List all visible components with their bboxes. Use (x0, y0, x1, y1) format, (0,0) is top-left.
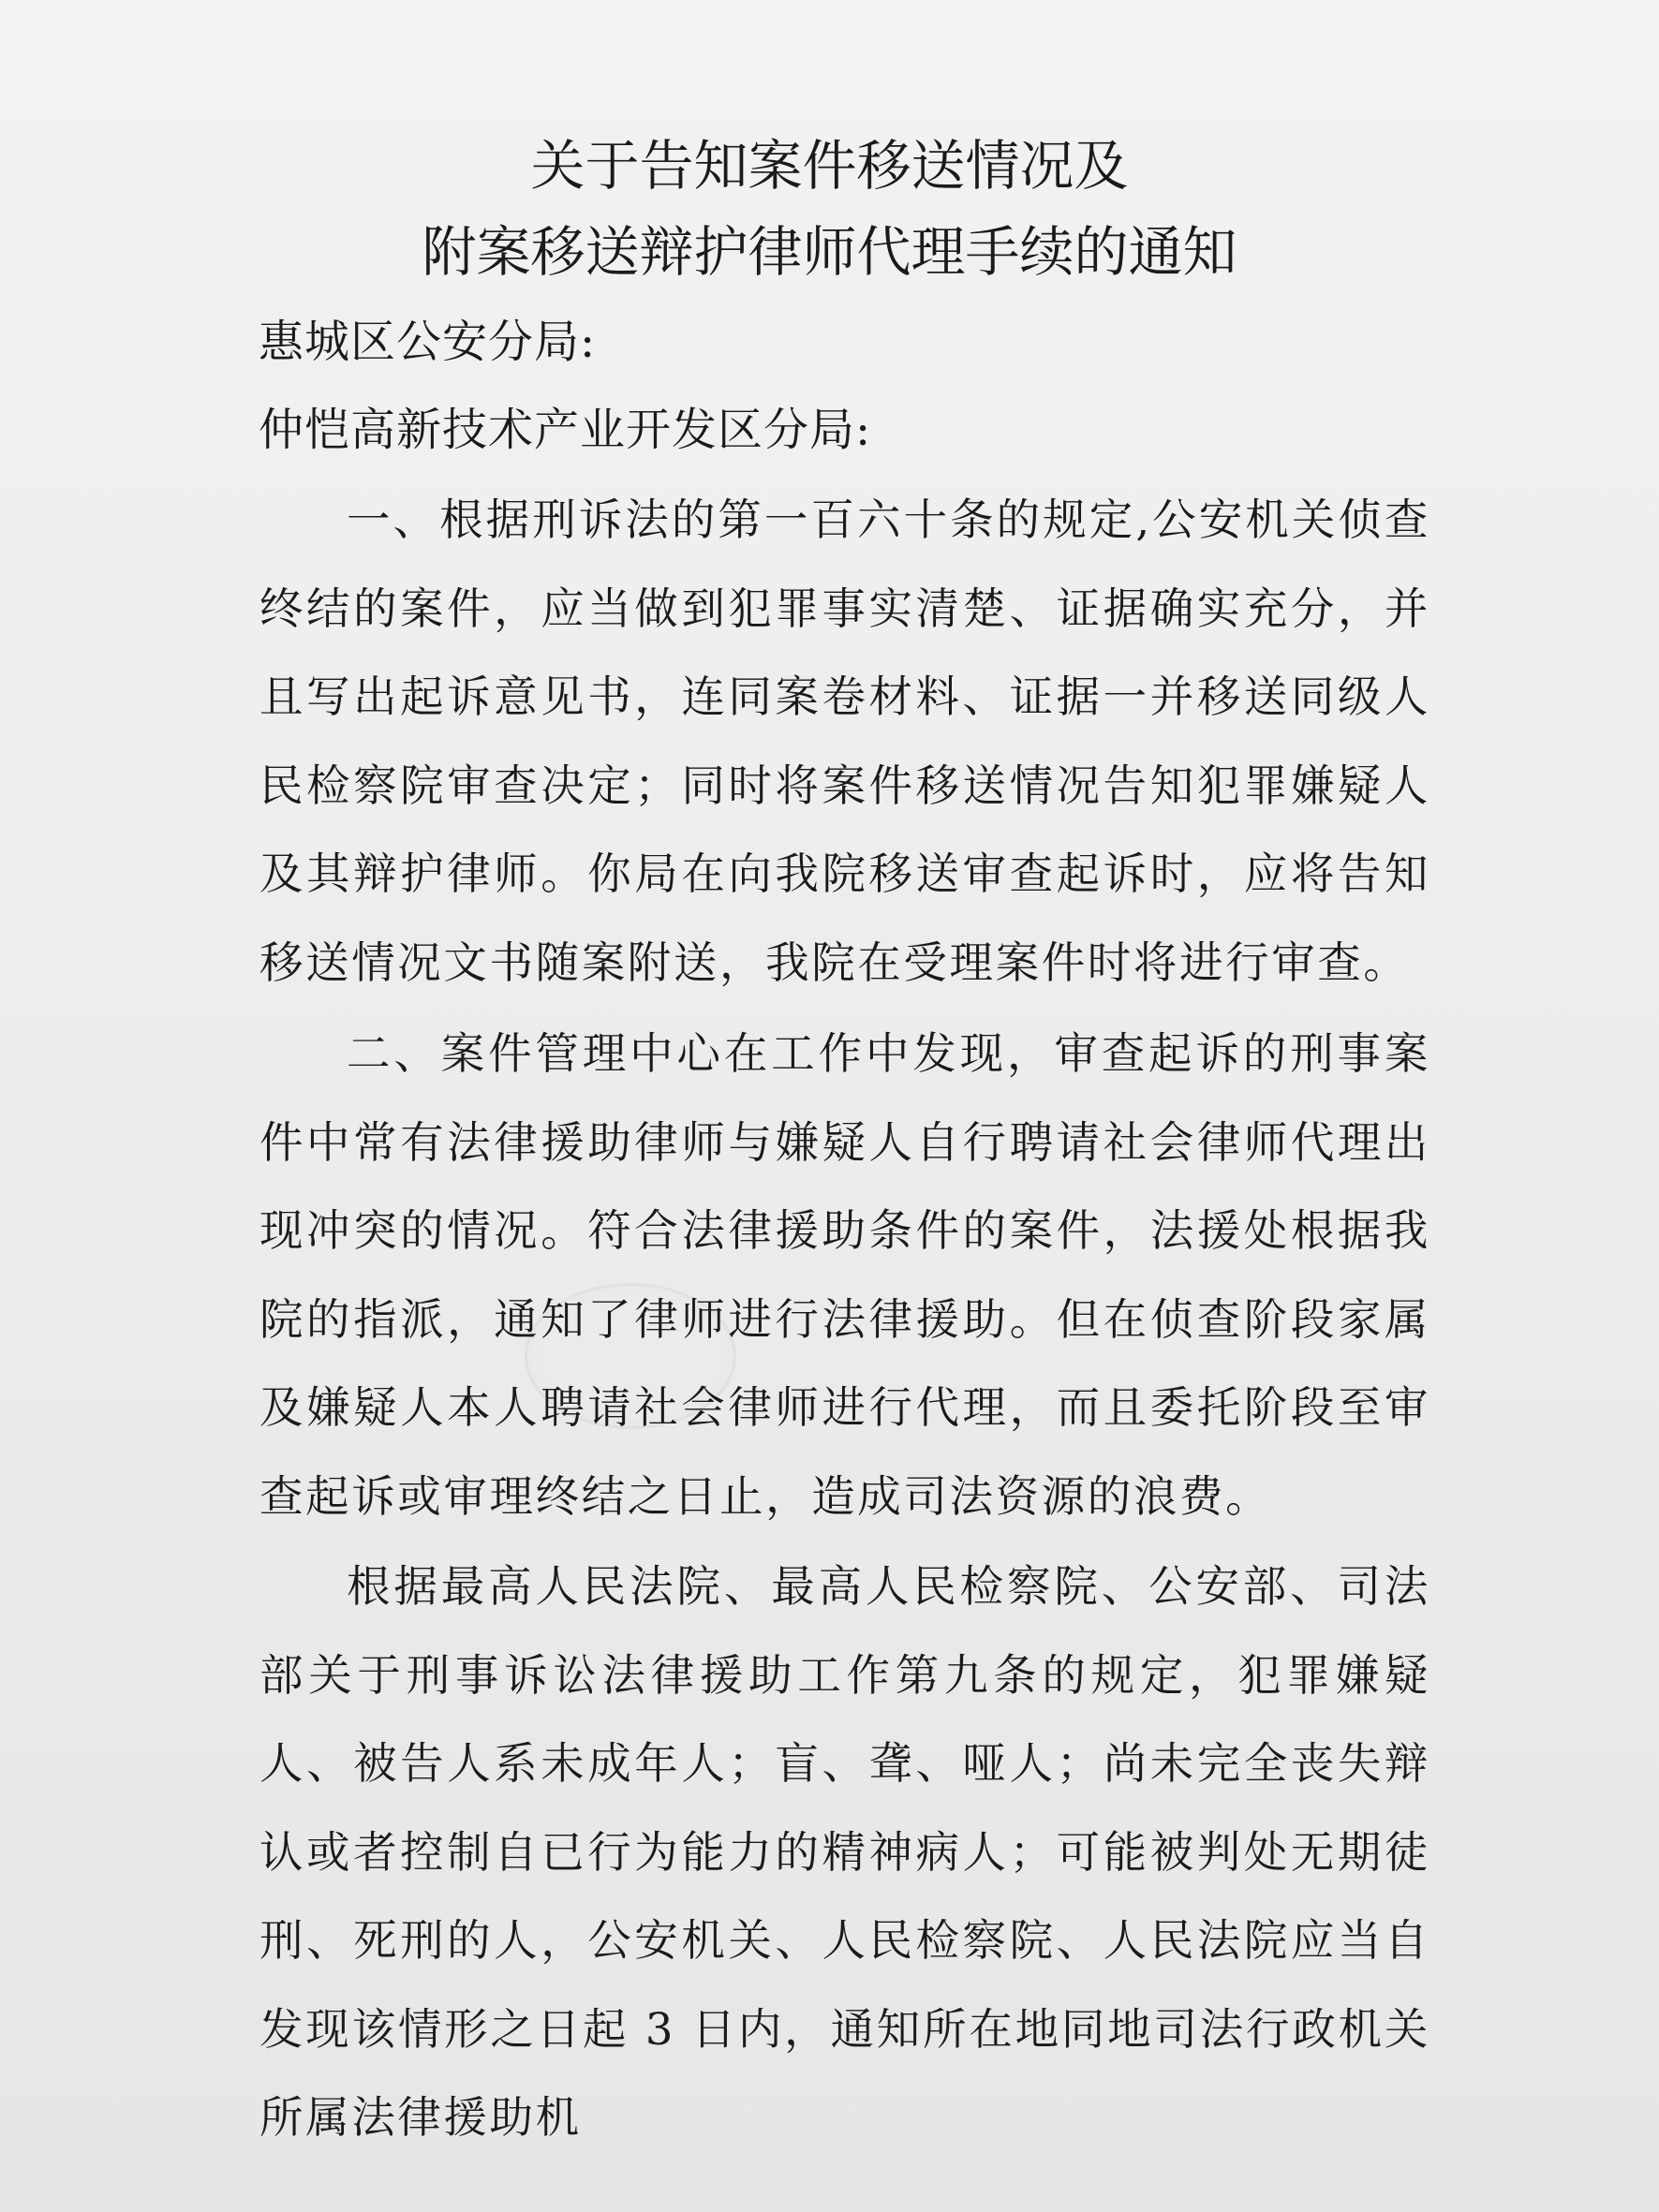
addressee-zhongkai: 仲恺高新技术产业开发区分局: (259, 404, 872, 456)
addressee-huicheng: 惠城区公安分局: (259, 316, 597, 368)
document-title-line-2: 附案移送辩护律师代理手续的通知 (422, 220, 1237, 284)
paragraph-3: 根据最高人民法院、最高人民检察院、公安部、司法部关于刑事诉讼法律援助工作第九条的规定，犯罪嫌疑人、被告人系未成年人；盲、聋、哑人；尚未完全丧失辩认或者控制自已行为能力的精神病人；可能被判处无期徒刑、死刑的人，公安机关、人民检察院、人民法院应当自发现该情形之日起 3 日内，通知所在地同地司法行政机关所属法律援助机 (259, 1561, 1430, 2143)
paragraph-1: 一、根据刑诉法的第一百六十条的规定,公安机关侦查终结的案件，应当做到犯罪事实清楚、证据确实充分，并且写出起诉意见书，连同案卷材料、证据一并移送同级人民检察院审查决定；同时将案件移送情况告知犯罪嫌疑人及其辩护律师。你局在向我院移送审查起诉时，应将告知移送情况文书随案附送，我院在受理案件时将进行审查。 (259, 494, 1430, 988)
document-title-line-1: 关于告知案件移送情况及 (530, 134, 1129, 198)
paragraph-2: 二、案件管理中心在工作中发现，审查起诉的刑事案件中常有法律援助律师与嫌疑人自行聘请社会律师代理出现冲突的情况。符合法律援助条件的案件，法援处根据我院的指派，通知了律师进行法律援助。但在侦查阶段家属及嫌疑人本人聘请社会律师进行代理，而且委托阶段至审查起诉或审理终结之日止，造成司法资源的浪费。 (259, 1028, 1430, 1522)
